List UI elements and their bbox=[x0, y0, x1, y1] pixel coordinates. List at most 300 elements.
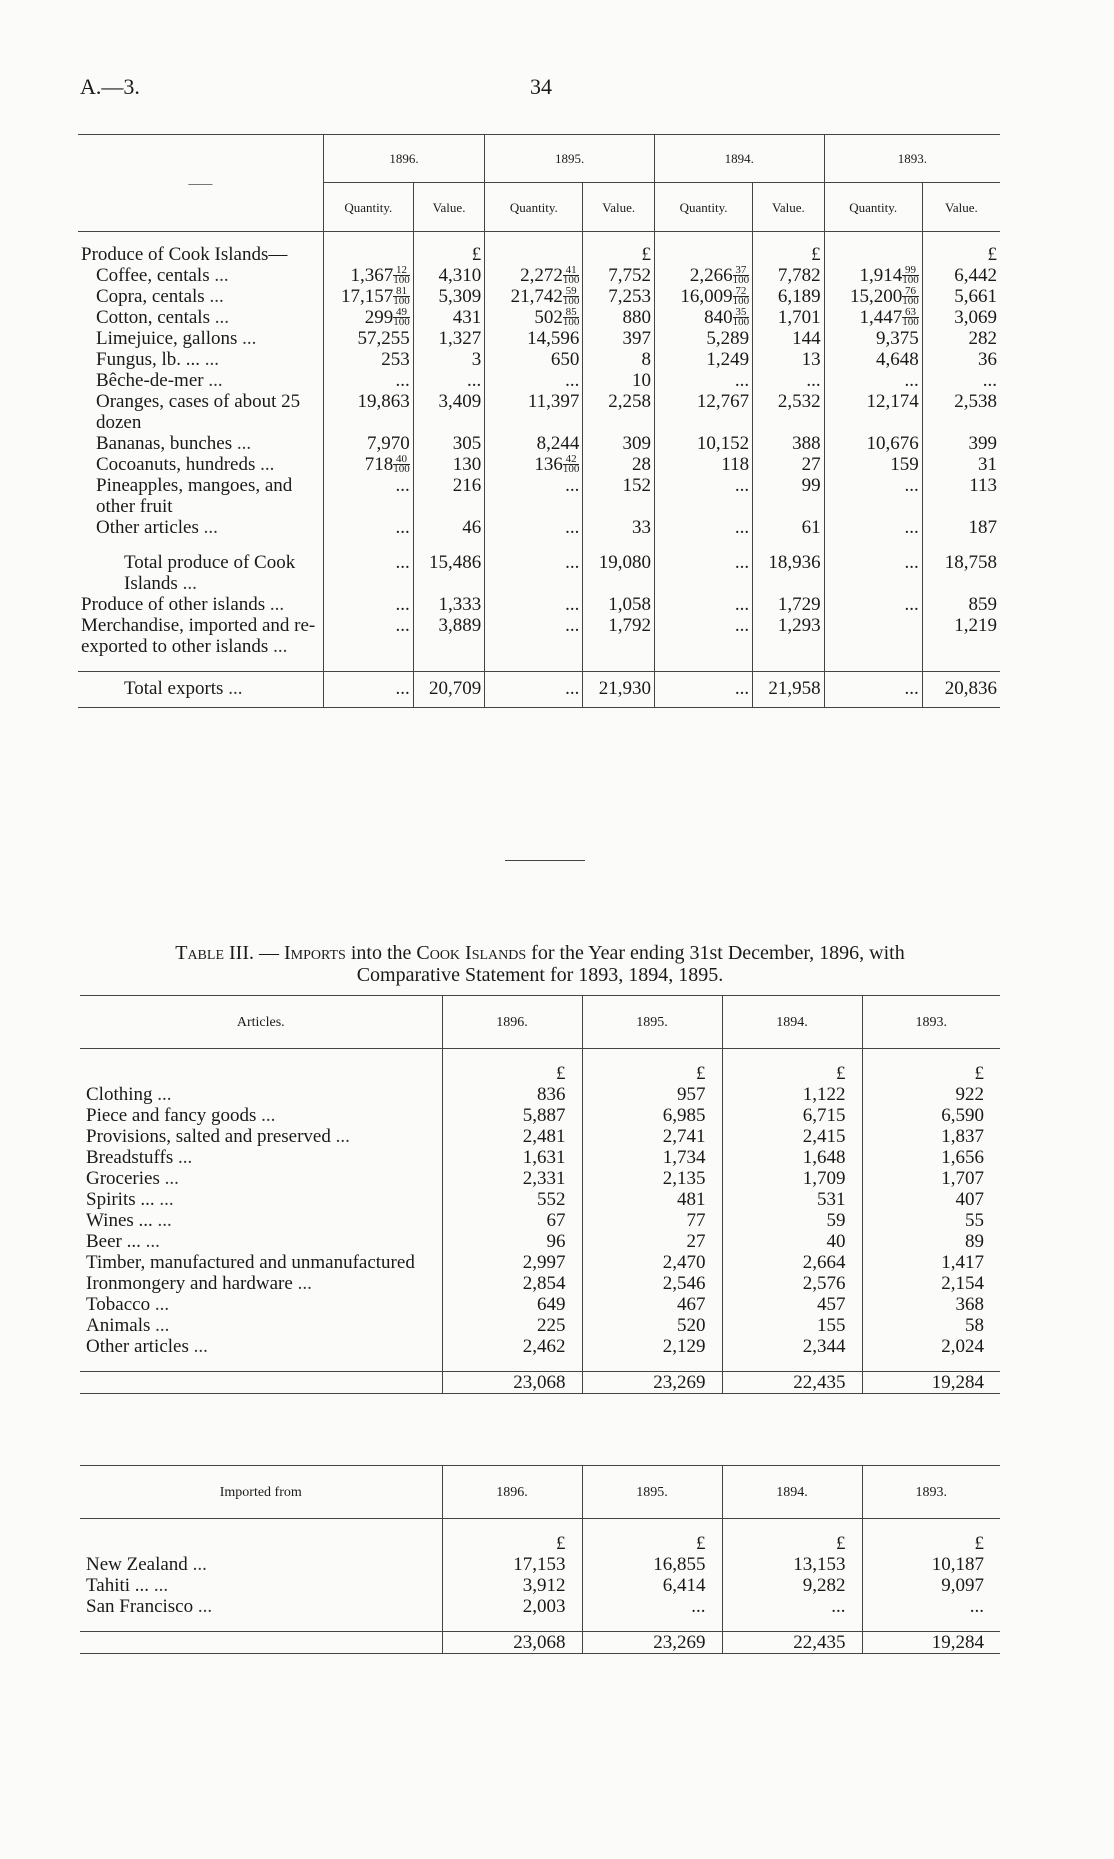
row-label-text: Breadstuffs bbox=[86, 1147, 174, 1168]
table-row bbox=[80, 1336, 1000, 1357]
value-cell: 5,309 bbox=[413, 286, 485, 307]
quantity-value: 1,367 bbox=[350, 265, 394, 286]
row-label bbox=[80, 1147, 442, 1168]
quantity-value: ... bbox=[395, 517, 410, 538]
currency-symbol: £ bbox=[922, 244, 1000, 265]
fraction-denominator: 100 bbox=[393, 274, 410, 286]
row-label bbox=[80, 1126, 442, 1147]
leader-dots: ... bbox=[140, 1231, 160, 1252]
row-label bbox=[80, 1210, 442, 1231]
value-cell: 58 bbox=[862, 1315, 1000, 1336]
quantity-value: ... bbox=[395, 678, 410, 699]
fraction-numerator: 37 bbox=[735, 264, 747, 276]
row-label bbox=[78, 615, 323, 657]
quantity-cell bbox=[824, 454, 922, 475]
quantity-cell bbox=[323, 672, 413, 708]
value-cell: 1,122 bbox=[722, 1084, 862, 1105]
quantity-value: 16,009 bbox=[680, 286, 733, 307]
value-cell: 1,729 bbox=[753, 594, 825, 615]
year-header: 1896. bbox=[442, 996, 582, 1049]
quantity-cell bbox=[323, 307, 413, 328]
caption-cook-islands: Cook Islands bbox=[416, 942, 527, 964]
value-cell: 6,414 bbox=[582, 1575, 722, 1596]
year-header: 1895. bbox=[582, 1466, 722, 1519]
value-cell: 957 bbox=[582, 1084, 722, 1105]
quantity-value: 118 bbox=[721, 454, 750, 475]
caption-rest: for the Year ending 31st December, 1896, with bbox=[526, 942, 905, 964]
fraction bbox=[733, 308, 750, 327]
quantity-value: 2,272 bbox=[520, 265, 563, 286]
value-cell: 2,344 bbox=[722, 1336, 862, 1357]
quantity-cell bbox=[654, 286, 752, 307]
table-row bbox=[80, 1147, 1000, 1168]
document-reference: A.—3. bbox=[80, 74, 140, 99]
row-label-text: Animals bbox=[86, 1315, 151, 1336]
value-cell: 2,154 bbox=[862, 1273, 1000, 1294]
fraction-denominator: 100 bbox=[562, 463, 580, 475]
quantity-cell bbox=[485, 672, 583, 708]
value-cell: 880 bbox=[583, 307, 655, 328]
export-row bbox=[78, 615, 1000, 657]
currency-symbol: £ bbox=[583, 244, 655, 265]
quantity-cell bbox=[485, 370, 583, 391]
row-label bbox=[78, 349, 323, 370]
quantity-value: 159 bbox=[890, 454, 919, 475]
row-label bbox=[80, 1231, 442, 1252]
leader-dots: ... bbox=[237, 328, 257, 349]
value-cell: 130 bbox=[413, 454, 485, 475]
value-cell: 21,958 bbox=[753, 672, 825, 708]
row-label-text: New Zealand bbox=[86, 1554, 188, 1575]
value-cell: 55 bbox=[862, 1210, 1000, 1231]
quantity-value: ... bbox=[565, 370, 580, 391]
row-label-text: Timber, manufactured and unmanufactured bbox=[86, 1252, 415, 1273]
quantity-cell bbox=[485, 349, 583, 370]
value-cell: ... bbox=[582, 1596, 722, 1617]
currency-symbol: £ bbox=[442, 1533, 582, 1554]
total-value: 23,269 bbox=[582, 1632, 722, 1654]
value-cell: 13,153 bbox=[722, 1554, 862, 1575]
quantity-value: 14,596 bbox=[527, 328, 580, 349]
section-divider bbox=[505, 860, 585, 861]
value-cell: 457 bbox=[722, 1294, 862, 1315]
quantity-cell bbox=[323, 328, 413, 349]
fraction-numerator: 42 bbox=[565, 453, 577, 465]
value-cell: 1,333 bbox=[413, 594, 485, 615]
quantity-cell bbox=[485, 552, 583, 594]
quantity-cell bbox=[485, 265, 583, 286]
value-cell: 77 bbox=[582, 1210, 722, 1231]
value-cell: 836 bbox=[442, 1084, 582, 1105]
row-label-text: Total produce of Cook Islands bbox=[124, 552, 296, 594]
row-label-text: Bêche-de-mer bbox=[96, 370, 204, 391]
quantity-value: ... bbox=[395, 475, 410, 496]
imports-articles-table bbox=[80, 995, 1000, 1394]
quantity-cell bbox=[654, 349, 752, 370]
quantity-value: ... bbox=[734, 594, 750, 615]
quantity-value: ... bbox=[904, 517, 919, 538]
value-cell: 31 bbox=[922, 454, 1000, 475]
quantity-header: Quantity. bbox=[323, 183, 413, 232]
value-cell: 27 bbox=[582, 1231, 722, 1252]
value-header: Value. bbox=[922, 183, 1000, 232]
fraction-numerator: 99 bbox=[905, 264, 917, 276]
caption-line2: Comparative Statement for 1893, 1894, 1895. bbox=[356, 964, 724, 986]
value-cell: 9,097 bbox=[862, 1575, 1000, 1596]
fraction bbox=[393, 266, 410, 285]
value-cell: 152 bbox=[583, 475, 655, 517]
row-label-text: Merchandise, imported and re-exported to other islands bbox=[81, 615, 316, 657]
quantity-cell bbox=[323, 594, 413, 615]
value-cell: 2,997 bbox=[442, 1252, 582, 1273]
quantity-cell bbox=[323, 615, 413, 657]
value-cell: 1,701 bbox=[753, 307, 825, 328]
fraction-numerator: 40 bbox=[396, 453, 407, 465]
value-cell: ... bbox=[753, 370, 825, 391]
year-header: 1894. bbox=[654, 135, 824, 183]
leader-dots: ... bbox=[173, 1147, 193, 1168]
value-cell: 13 bbox=[753, 349, 825, 370]
value-cell: 1,058 bbox=[583, 594, 655, 615]
quantity-cell bbox=[485, 433, 583, 454]
row-label bbox=[80, 1105, 442, 1126]
row-label bbox=[78, 391, 323, 433]
fraction bbox=[902, 287, 919, 306]
total-value: 22,435 bbox=[722, 1372, 862, 1394]
fraction-numerator: 76 bbox=[905, 285, 917, 297]
row-label-text: Ironmongery and hardware bbox=[86, 1273, 293, 1294]
currency-symbol: £ bbox=[582, 1063, 722, 1084]
quantity-value: ... bbox=[904, 475, 919, 496]
year-header: 1896. bbox=[442, 1466, 582, 1519]
quantity-value: ... bbox=[734, 552, 750, 573]
value-cell: 1,219 bbox=[922, 615, 1000, 657]
value-cell: 1,656 bbox=[862, 1147, 1000, 1168]
leader-dots: ... bbox=[223, 678, 243, 699]
export-row bbox=[78, 454, 1000, 475]
quantity-value: 11,397 bbox=[527, 391, 580, 412]
table-row bbox=[80, 1126, 1000, 1147]
quantity-value: ... bbox=[565, 517, 580, 538]
row-label bbox=[78, 265, 323, 286]
quantity-cell bbox=[323, 349, 413, 370]
value-cell: ... bbox=[413, 370, 485, 391]
quantity-value: 136 bbox=[534, 454, 563, 475]
fraction-denominator: 100 bbox=[393, 463, 410, 475]
caption-table-number: Table III. bbox=[175, 942, 254, 964]
value-cell: 2,538 bbox=[922, 391, 1000, 433]
fraction-numerator: 81 bbox=[396, 285, 407, 297]
quantity-value: ... bbox=[395, 615, 410, 636]
quantity-value: ... bbox=[395, 370, 410, 391]
fraction-denominator: 100 bbox=[562, 316, 580, 328]
value-cell: 16,855 bbox=[582, 1554, 722, 1575]
quantity-cell bbox=[654, 615, 752, 657]
quantity-value: 5,289 bbox=[706, 328, 750, 349]
fraction bbox=[393, 287, 410, 306]
quantity-cell bbox=[323, 475, 413, 517]
value-cell: 15,486 bbox=[413, 552, 485, 594]
quantity-cell bbox=[654, 265, 752, 286]
fraction-numerator: 49 bbox=[396, 306, 407, 318]
exports-blank-header: —— bbox=[78, 135, 323, 232]
quantity-header: Quantity. bbox=[654, 183, 752, 232]
quantity-cell bbox=[323, 286, 413, 307]
fraction bbox=[733, 287, 750, 306]
export-row bbox=[78, 433, 1000, 454]
value-cell: 2,470 bbox=[582, 1252, 722, 1273]
value-cell: 36 bbox=[922, 349, 1000, 370]
row-label bbox=[80, 1336, 442, 1357]
leader-dots: ... bbox=[198, 517, 218, 538]
row-label bbox=[78, 594, 323, 615]
quantity-value: 1,249 bbox=[706, 349, 750, 370]
value-cell: 6,189 bbox=[753, 286, 825, 307]
total-value: 23,269 bbox=[582, 1372, 722, 1394]
currency-symbol: £ bbox=[862, 1063, 1000, 1084]
leader-dots: ... bbox=[268, 636, 288, 657]
value-cell: 1,648 bbox=[722, 1147, 862, 1168]
value-cell: 2,576 bbox=[722, 1273, 862, 1294]
quantity-value: 8,244 bbox=[536, 433, 580, 454]
value-cell: 46 bbox=[413, 517, 485, 538]
row-label bbox=[78, 454, 323, 475]
leader-dots: ... bbox=[209, 307, 229, 328]
row-label bbox=[78, 517, 323, 538]
quantity-cell bbox=[323, 265, 413, 286]
value-cell: 1,417 bbox=[862, 1252, 1000, 1273]
total-value: 22,435 bbox=[722, 1632, 862, 1654]
quantity-value: 4,648 bbox=[876, 349, 919, 370]
fraction-denominator: 100 bbox=[393, 316, 410, 328]
quantity-cell bbox=[824, 328, 922, 349]
export-row bbox=[78, 307, 1000, 328]
quantity-value: ... bbox=[565, 615, 580, 636]
year-header: 1894. bbox=[722, 1466, 862, 1519]
year-header: 1894. bbox=[722, 996, 862, 1049]
row-label-text: Oranges, cases of about 25 dozen bbox=[96, 391, 301, 433]
total-value: 19,284 bbox=[862, 1632, 1000, 1654]
row-label bbox=[80, 1575, 442, 1596]
value-cell: 2,129 bbox=[582, 1336, 722, 1357]
leader-dots: ... bbox=[188, 1336, 208, 1357]
row-label bbox=[78, 328, 323, 349]
row-label bbox=[78, 552, 323, 594]
quantity-value: ... bbox=[565, 475, 580, 496]
fraction-numerator: 72 bbox=[735, 285, 747, 297]
row-label bbox=[78, 672, 323, 708]
row-label-text: Limejuice, gallons bbox=[96, 328, 238, 349]
quantity-value: 17,157 bbox=[341, 286, 394, 307]
quantity-cell bbox=[485, 391, 583, 433]
spacer-row bbox=[78, 657, 1000, 672]
leader-dots: ... bbox=[330, 1126, 350, 1147]
quantity-cell bbox=[824, 391, 922, 433]
value-cell: 10,187 bbox=[862, 1554, 1000, 1575]
quantity-value: 57,255 bbox=[357, 328, 410, 349]
currency-symbol: £ bbox=[753, 244, 825, 265]
table-row bbox=[80, 1554, 1000, 1575]
quantity-cell bbox=[824, 552, 922, 594]
table-row bbox=[80, 1168, 1000, 1189]
fraction-denominator: 100 bbox=[732, 295, 750, 307]
export-row bbox=[78, 391, 1000, 433]
currency-symbol: £ bbox=[442, 1063, 582, 1084]
table-row bbox=[80, 1315, 1000, 1336]
articles-header: Articles. bbox=[80, 996, 442, 1049]
row-label bbox=[80, 1252, 442, 1273]
caption-dash: — bbox=[253, 942, 284, 964]
value-cell: 2,664 bbox=[722, 1252, 862, 1273]
quantity-cell bbox=[485, 594, 583, 615]
value-cell: 368 bbox=[862, 1294, 1000, 1315]
fraction-denominator: 100 bbox=[393, 295, 410, 307]
value-cell: 407 bbox=[862, 1189, 1000, 1210]
fraction bbox=[393, 455, 410, 474]
row-label bbox=[80, 1596, 442, 1617]
row-label-text: Provisions, salted and preserved bbox=[86, 1126, 331, 1147]
leader-dots: ... bbox=[152, 1210, 172, 1231]
fraction-denominator: 100 bbox=[732, 316, 750, 328]
quantity-value: 253 bbox=[381, 349, 410, 370]
leader-dots: ... bbox=[150, 1294, 170, 1315]
value-cell: 99 bbox=[753, 475, 825, 517]
value-cell: 2,331 bbox=[442, 1168, 582, 1189]
fraction-numerator: 59 bbox=[565, 285, 577, 297]
fraction bbox=[563, 308, 580, 327]
quantity-cell bbox=[485, 307, 583, 328]
quantity-cell bbox=[654, 517, 752, 538]
value-cell: 28 bbox=[583, 454, 655, 475]
row-label-text: Coffee, centals bbox=[96, 265, 210, 286]
value-cell: 7,782 bbox=[753, 265, 825, 286]
leader-dots: ... bbox=[150, 1315, 170, 1336]
quantity-cell bbox=[485, 517, 583, 538]
value-cell: ... bbox=[922, 370, 1000, 391]
year-header: 1893. bbox=[862, 996, 1000, 1049]
value-cell: 1,792 bbox=[583, 615, 655, 657]
quantity-cell bbox=[323, 454, 413, 475]
export-row bbox=[78, 552, 1000, 594]
table-row bbox=[80, 1105, 1000, 1126]
fraction-denominator: 100 bbox=[902, 274, 919, 286]
quantity-value: 10,152 bbox=[696, 433, 750, 454]
spacer-row bbox=[78, 538, 1000, 552]
value-cell: 397 bbox=[583, 328, 655, 349]
value-cell: ... bbox=[862, 1596, 1000, 1617]
quantity-cell bbox=[824, 307, 922, 328]
quantity-cell bbox=[654, 370, 752, 391]
quantity-cell bbox=[824, 286, 922, 307]
quantity-value: 718 bbox=[364, 454, 394, 475]
leader-dots: ... bbox=[256, 1105, 276, 1126]
quantity-value: 12,174 bbox=[866, 391, 919, 412]
export-row bbox=[78, 672, 1000, 708]
quantity-cell bbox=[824, 433, 922, 454]
row-label-text: Groceries bbox=[86, 1168, 160, 1189]
quantity-value: ... bbox=[904, 552, 919, 573]
quantity-value: 7,970 bbox=[367, 433, 410, 454]
quantity-value: 2,266 bbox=[689, 265, 733, 286]
leader-dots: ... bbox=[193, 1596, 213, 1617]
value-cell: 33 bbox=[583, 517, 655, 538]
row-label bbox=[78, 433, 323, 454]
quantity-cell bbox=[485, 286, 583, 307]
leader-dots: ... bbox=[203, 370, 223, 391]
quantity-cell bbox=[824, 517, 922, 538]
quantity-cell bbox=[654, 307, 752, 328]
spacer-row bbox=[80, 1617, 1000, 1632]
value-cell: 2,135 bbox=[582, 1168, 722, 1189]
export-row bbox=[78, 349, 1000, 370]
value-cell: 922 bbox=[862, 1084, 1000, 1105]
row-label-text: Total exports bbox=[124, 678, 224, 699]
year-header: 1893. bbox=[862, 1466, 1000, 1519]
value-cell: 187 bbox=[922, 517, 1000, 538]
quantity-value: 10,676 bbox=[866, 433, 919, 454]
quantity-value: ... bbox=[395, 594, 410, 615]
value-cell: 59 bbox=[722, 1210, 862, 1231]
leader-dots: ... bbox=[154, 1189, 174, 1210]
row-label-text: Piece and fancy goods bbox=[86, 1105, 257, 1126]
total-value: 23,068 bbox=[442, 1632, 582, 1654]
value-cell: 18,936 bbox=[753, 552, 825, 594]
leader-dots: ... bbox=[159, 1168, 179, 1189]
quantity-cell bbox=[824, 349, 922, 370]
total-row bbox=[80, 1632, 1000, 1654]
value-cell: 40 bbox=[722, 1231, 862, 1252]
value-cell: ... bbox=[722, 1596, 862, 1617]
value-cell: 144 bbox=[753, 328, 825, 349]
quantity-header: Quantity. bbox=[824, 183, 922, 232]
fraction-denominator: 100 bbox=[732, 274, 750, 286]
leader-dots: ... bbox=[232, 433, 252, 454]
value-cell: 96 bbox=[442, 1231, 582, 1252]
value-cell: 1,707 bbox=[862, 1168, 1000, 1189]
quantity-cell bbox=[824, 265, 922, 286]
row-label-text: Spirits ... bbox=[86, 1189, 155, 1210]
value-cell: 19,080 bbox=[583, 552, 655, 594]
row-label-text: Beer ... bbox=[86, 1231, 141, 1252]
row-label-text: Bananas, bunches bbox=[96, 433, 233, 454]
quantity-cell bbox=[654, 475, 752, 517]
quantity-value: ... bbox=[904, 370, 919, 391]
quantity-cell bbox=[654, 391, 752, 433]
fraction-numerator: 41 bbox=[565, 264, 577, 276]
value-cell: 6,985 bbox=[582, 1105, 722, 1126]
currency-symbol: £ bbox=[722, 1063, 862, 1084]
leader-dots: ... bbox=[255, 454, 275, 475]
value-header: Value. bbox=[413, 183, 485, 232]
row-label bbox=[80, 1554, 442, 1575]
value-cell: 67 bbox=[442, 1210, 582, 1231]
quantity-header: Quantity. bbox=[485, 183, 583, 232]
row-label-text: Pineapples, mangoes, and other fruit bbox=[96, 475, 293, 517]
row-label bbox=[80, 1084, 442, 1105]
export-row bbox=[78, 328, 1000, 349]
leader-dots: ... bbox=[200, 349, 219, 370]
value-cell: 481 bbox=[582, 1189, 722, 1210]
table-row bbox=[80, 1575, 1000, 1596]
leader-dots: ... bbox=[149, 1575, 169, 1596]
quantity-cell bbox=[323, 433, 413, 454]
imported-from-header: Imported from bbox=[80, 1466, 442, 1519]
value-cell: 8 bbox=[583, 349, 655, 370]
quantity-value: 21,742 bbox=[510, 286, 563, 307]
year-header: 1896. bbox=[323, 135, 484, 183]
value-cell: 2,741 bbox=[582, 1126, 722, 1147]
export-row bbox=[78, 594, 1000, 615]
